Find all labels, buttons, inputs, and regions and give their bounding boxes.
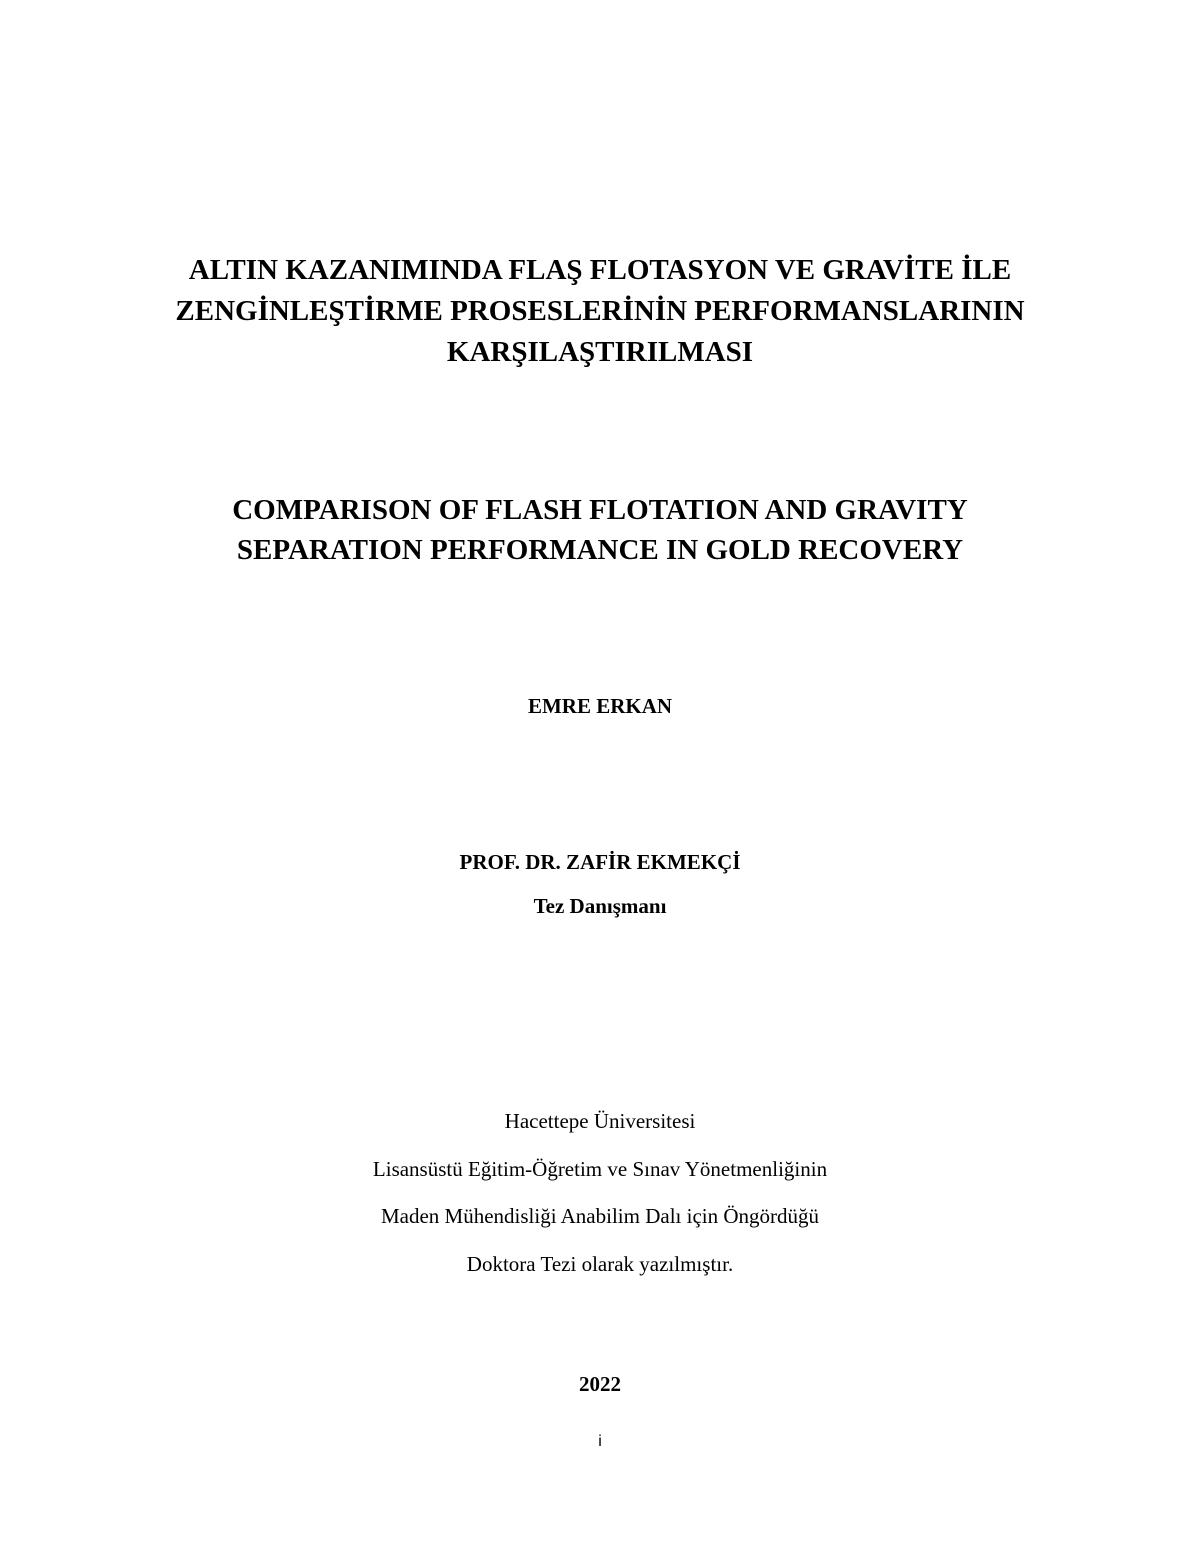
thesis-title-turkish	[0, 250, 1200, 373]
advisor-name	[0, 848, 1200, 876]
title-english-line-2: SEPARATION PERFORMANCE IN GOLD RECOVERY	[236, 534, 964, 566]
statement-line-3: Maden Mühendisliği Anabilim Dalı için Öngördüğü	[380, 1204, 820, 1228]
title-turkish-line-2: ZENGİNLEŞTİRME PROSESLERİNİN PERFORMANSLARININ	[175, 295, 1025, 327]
author-name	[0, 692, 1200, 720]
statement-line-2: Lisansüstü Eğitim-Öğretim ve Sınav Yönetmenliğinin	[372, 1156, 828, 1181]
statement-line-1: Hacettepe Üniversitesi	[504, 1109, 696, 1133]
page-number	[0, 1432, 1200, 1452]
advisor-name-text: PROF. DR. ZAFİR EKMEKÇİ	[459, 850, 741, 874]
page-number-text: i	[598, 1433, 602, 1450]
thesis-statement	[0, 1098, 1200, 1288]
statement-line-4: Doktora Tezi olarak yazılmıştır.	[466, 1251, 734, 1276]
title-turkish-line-1: ALTIN KAZANIMINDA FLAŞ FLOTASYON VE GRAVİTE İLE	[188, 254, 1012, 286]
title-turkish-line-3: KARŞILAŞTIRILMASI	[446, 336, 754, 368]
title-english-line-1: COMPARISON OF FLASH FLOTATION AND GRAVITY	[232, 494, 968, 526]
thesis-year-text: 2022	[579, 1372, 621, 1396]
thesis-year	[0, 1370, 1200, 1398]
author-name-text: EMRE ERKAN	[527, 694, 673, 718]
advisor-role	[0, 892, 1200, 920]
thesis-title-english	[0, 490, 1200, 570]
advisor-role-text: Tez Danışmanı	[533, 894, 667, 918]
